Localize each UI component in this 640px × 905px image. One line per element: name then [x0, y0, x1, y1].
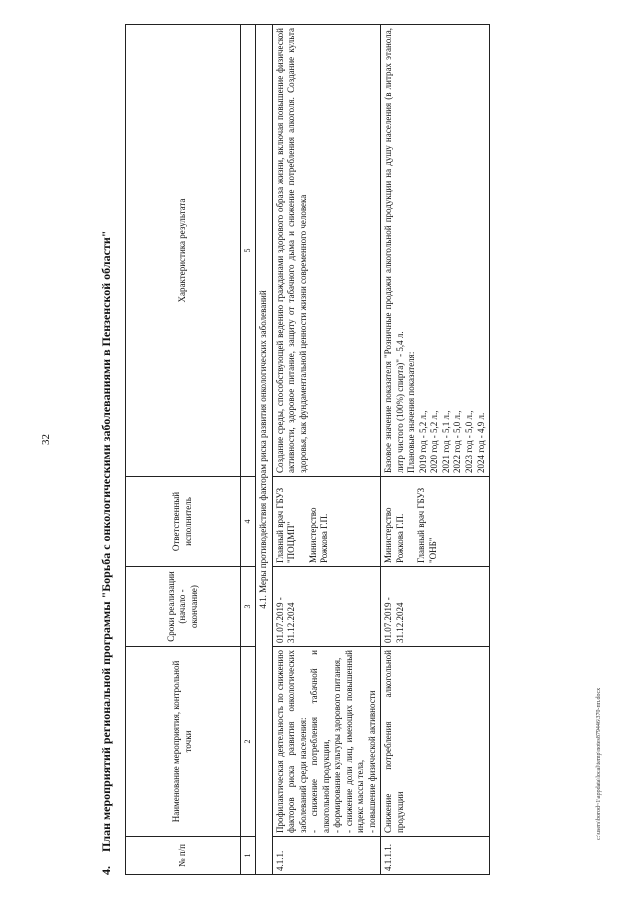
page-number: 32 — [40, 434, 52, 445]
responsible-line: Главный врач ГБУЗ "ПОЦМП" — [274, 487, 297, 563]
table-row — [272, 25, 381, 875]
column-number: 4 — [241, 477, 256, 567]
row-responsible — [272, 477, 381, 567]
section-number: 4. — [99, 866, 113, 875]
row-responsible — [381, 477, 490, 567]
section-row — [256, 25, 273, 875]
row-name-line: - снижение доли лиц, имеющих повышенный индекс массы тела, — [343, 650, 366, 833]
header-period: Сроки реализации (начало - окончание) — [126, 567, 241, 647]
header-name: Наименование мероприятия, контрольной точки — [126, 647, 241, 837]
column-number: 1 — [241, 837, 256, 875]
landscape-content — [95, 25, 595, 875]
row-number: 4.1.1.1. — [381, 837, 490, 875]
row-result — [381, 25, 490, 477]
responsible-line: Главный врач ГБУЗ "ОНБ" — [416, 487, 438, 563]
header-row — [126, 25, 241, 875]
header-responsible: Ответственный исполнитель — [126, 477, 241, 567]
section-title — [95, 25, 117, 875]
result-line: 2024 год - 4,9 л. — [475, 412, 486, 473]
row-result — [272, 25, 381, 477]
result-line: 2019 год - 5,2 л., — [417, 410, 428, 473]
result-line: 2023 год - 5,0 л., — [464, 410, 474, 473]
row-name-line: - повышение физической активности — [366, 690, 377, 833]
row-period: 01.07.2019 - 31.12.2024 — [272, 567, 381, 647]
column-number-row — [241, 25, 256, 875]
footer-file-path: c:\users\borod~1\appdata\local\temp\notes879446\370-пп.docx — [596, 687, 602, 840]
responsible-line: Министерство Рожкова Г.П. — [383, 507, 405, 563]
result-line: 2022 год - 5,0 л., — [452, 410, 463, 473]
column-number: 2 — [241, 647, 256, 837]
result-line: Плановые значения показателя: — [406, 351, 417, 473]
table-row — [381, 25, 490, 875]
section-title-text: План мероприятий региональной программы "Борьба с онкологическими заболеваниями в Пензенской области" — [99, 230, 113, 852]
responsible-line: Министерство Рожкова Г.П. — [307, 507, 330, 563]
row-name — [381, 647, 490, 837]
row-period: 01.07.2019 - 31.12.2024 — [381, 567, 490, 647]
section-row-label: 4.1. Меры противодействия факторам риска развития онкологических заболеваний — [256, 25, 273, 875]
row-name-line: - снижение потребления табачной и алкогольной продукции, — [309, 650, 331, 833]
row-name-line: - формирование культуры здорового питания, — [332, 657, 343, 833]
row-name — [272, 647, 381, 837]
header-num: № п/п — [126, 837, 241, 875]
row-number: 4.1.1. — [272, 837, 381, 875]
row-name-line: Профилактическая деятельность по снижению факторов риска развития онкологических заболеваний среди населения: — [274, 650, 308, 833]
column-number: 5 — [241, 25, 256, 477]
result-line: 2021 год - 5,1 л., — [440, 410, 451, 473]
header-result: Характеристика результата — [126, 25, 241, 477]
plan-table — [125, 24, 490, 875]
row-name-line: Снижение потребления алкогольной продукции — [383, 650, 405, 833]
column-number: 3 — [241, 567, 256, 647]
result-line: Создание среды, способствующей ведению гражданами здорового образа жизни, включая повышение физической активности, здоровое питание, защиту от табачного дыма и снижение потребления алкоголя. Создание культа здоровья, как фундаментальной ценности жизни современного человека — [274, 28, 308, 473]
result-line: Базовое значение показателя "Розничные продажи алкогольной продукции на душу населения (в литрах этанола, литр чистого (100%) спирта)" - 5,4 л. — [383, 28, 405, 473]
result-line: 2020 год - 5,2 л., — [429, 410, 440, 473]
